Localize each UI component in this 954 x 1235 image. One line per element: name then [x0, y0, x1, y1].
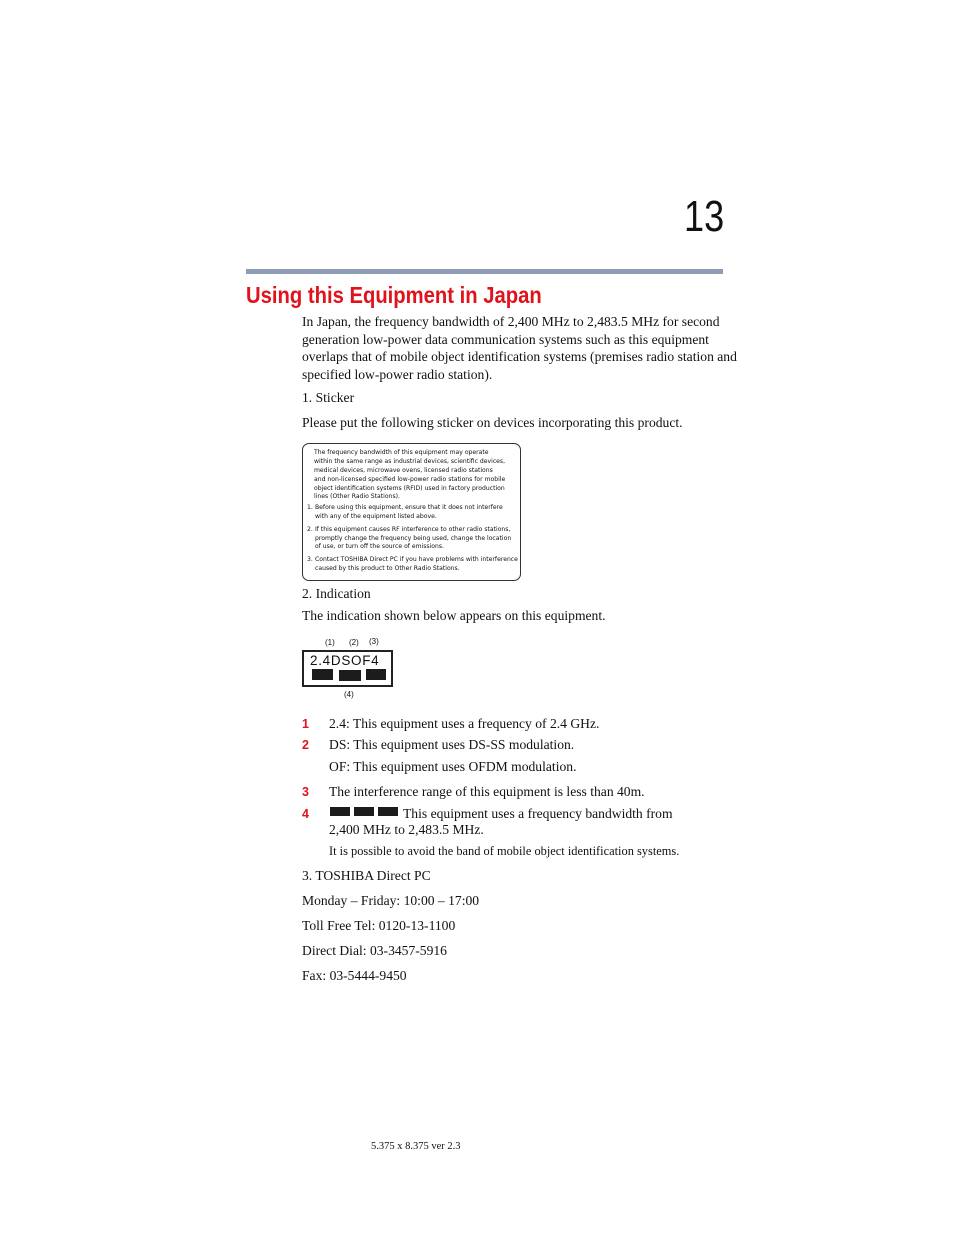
sticker-text-line: lines (Other Radio Stations). — [314, 493, 400, 500]
intro-line: generation low-power data communication systems such as this equipment — [302, 331, 709, 347]
sticker-item-line: caused by this product to Other Radio Stations. — [315, 565, 460, 572]
intro-line: specified low-power radio station). — [302, 366, 493, 382]
indication-label-1: (1) — [325, 638, 335, 647]
intro-paragraph — [302, 313, 737, 383]
section-title: Using this Equipment in Japan — [246, 282, 542, 308]
sticker-item-line: Before using this equipment, ensure that it does not interfere — [315, 504, 503, 511]
sticker-item-line: Contact TOSHIBA Direct PC if you have problems with interference — [315, 556, 518, 563]
intro-line: overlaps that of mobile object identification systems (premises radio station and — [302, 349, 737, 364]
sticker-item-number: 1. — [307, 504, 313, 511]
sticker-item-line: of use, or turn off the source of emissions. — [315, 543, 444, 550]
sticker-text-line: medical devices, microwave ovens, licensed radio stations — [314, 467, 493, 474]
header-rule — [246, 269, 723, 274]
note-number: 4 — [302, 807, 309, 821]
sticker-item-line: with any of the equipment listed above. — [315, 513, 437, 520]
indication-label-2: (2) — [349, 638, 359, 647]
indication-mark — [302, 650, 393, 687]
sticker-label — [302, 443, 521, 581]
sticker-text-line: within the same range as industrial devices, scientific devices, — [314, 458, 506, 465]
note-text: 2,400 MHz to 2,483.5 MHz. — [329, 822, 484, 837]
indication-code: 2.4DSOF4 — [310, 653, 380, 668]
intro-line: In Japan, the frequency bandwidth of 2,400 MHz to 2,483.5 MHz for second — [302, 314, 720, 329]
note-text: 2.4: This equipment uses a frequency of 2.4 GHz. — [329, 716, 600, 731]
note-text: OF: This equipment uses OFDM modulation. — [329, 759, 577, 774]
contact-hours: Monday – Friday: 10:00 – 17:00 — [302, 893, 480, 908]
note-text: This equipment uses a frequency bandwidth from — [403, 806, 673, 821]
band-bar-group — [330, 804, 400, 818]
contact-toll-free: Toll Free Tel: 0120-13-1100 — [302, 918, 456, 933]
indication-label-4: (4) — [344, 690, 354, 699]
note-number: 3 — [302, 785, 309, 799]
indication-instruction: The indication shown below appears on this equipment. — [302, 608, 606, 623]
band-bar — [366, 669, 386, 680]
band-bar — [354, 807, 374, 816]
sticker-item-number: 2. — [307, 526, 313, 533]
band-bar — [339, 670, 361, 681]
contact-fax: Fax: 03-5444-9450 — [302, 968, 407, 983]
note-text: DS: This equipment uses DS-SS modulation. — [329, 737, 575, 752]
band-bar — [330, 807, 350, 816]
note-text: It is possible to avoid the band of mobile object identification systems. — [329, 844, 680, 858]
chapter-number: 13 — [684, 192, 725, 241]
contact-direct-dial: Direct Dial: 03-3457-5916 — [302, 943, 447, 958]
sticker-item-number: 3. — [307, 556, 313, 563]
sticker-instruction: Please put the following sticker on devices incorporating this product. — [302, 415, 683, 430]
indication-heading: 2. Indication — [302, 586, 371, 601]
note-text: The interference range of this equipment is less than 40m. — [329, 784, 645, 799]
band-bar — [312, 669, 333, 680]
sticker-heading: 1. Sticker — [302, 390, 355, 405]
indication-label-3: (3) — [369, 637, 379, 646]
note-number: 1 — [302, 717, 309, 731]
sticker-text-line: The frequency bandwidth of this equipment may operate — [314, 449, 489, 456]
page-footer: 5.375 x 8.375 ver 2.3 — [371, 1141, 461, 1152]
contact-heading: 3. TOSHIBA Direct PC — [302, 868, 431, 883]
sticker-item-line: If this equipment causes RF interference to other radio stations, — [315, 526, 511, 533]
sticker-text-line: object identification systems (RFID) used in factory production — [314, 485, 505, 492]
band-bar — [378, 807, 398, 816]
note-number: 2 — [302, 738, 309, 752]
sticker-text-line: and non-licensed specified low-power radio stations for mobile — [314, 476, 506, 483]
sticker-item-line: promptly change the frequency being used, change the location — [315, 535, 512, 542]
